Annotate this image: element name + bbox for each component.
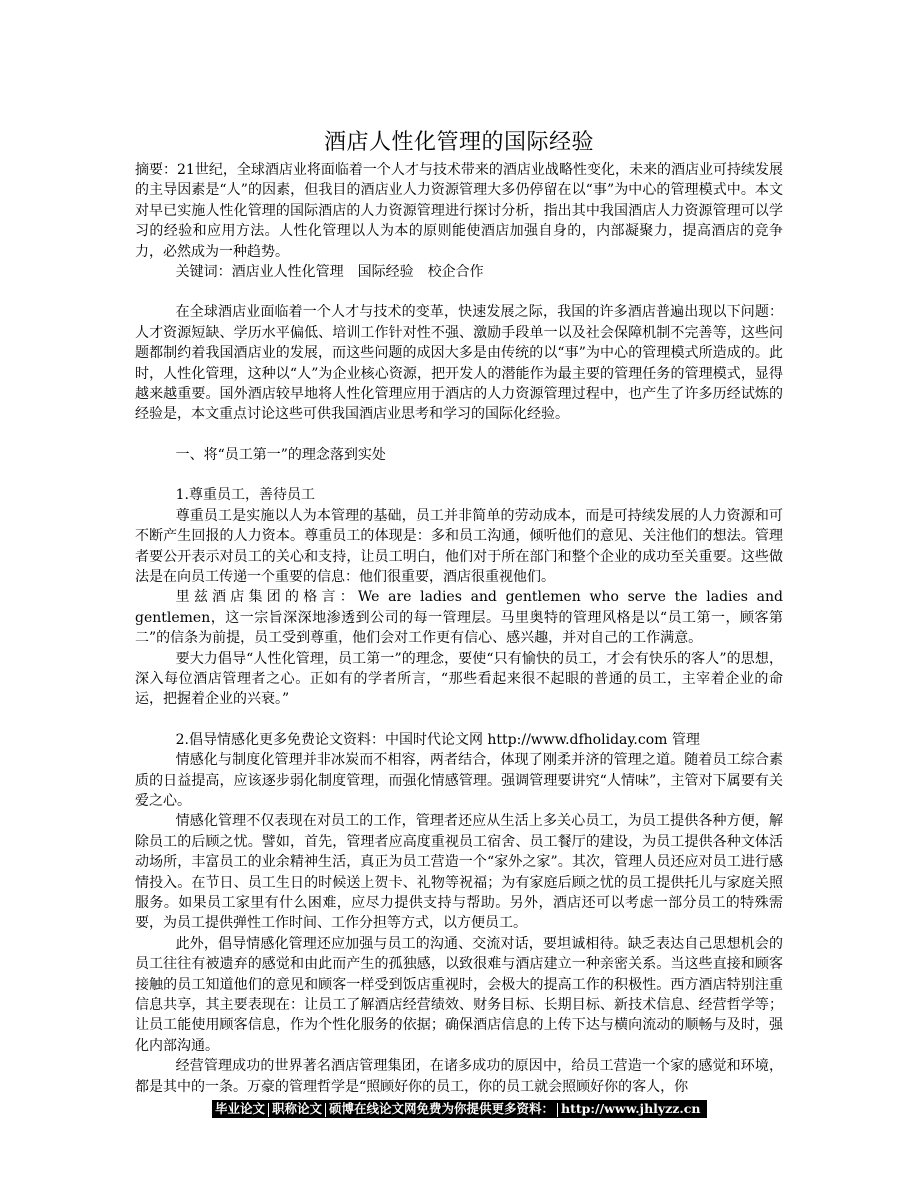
- footer-promo-text: 硕博在线论文网免费为你提供更多资料：: [329, 1101, 555, 1116]
- subsection-1-paragraph: 要大力倡导“人性化管理，员工第一”的理念，要使“只有愉快的员工，才会有快乐的客人”的思想，深入每位酒店管理者之心。正如有的学者所言，“那些看起来很不起眼的普通的员工，主宰着企业的命运，把握着企业的兴衰。”: [135, 650, 783, 708]
- section-1-heading: 一、将“员工第一”的理念落到实处: [175, 446, 386, 463]
- subsection-2-paragraph: 此外，倡导情感化管理还应加强与员工的沟通、交流对话，要坦诚相待。缺乏表达自己思想机会的员工往往有被遗弃的感觉和由此而产生的孤独感，以致很难与酒店建立一种亲密关系。当这些直接和顾客接触的员工知道他们的意见和顾客一样受到饭店重视时，会极大的提高工作的积极性。西方酒店特别注重信息共享，其主要表现在：让员工了解酒店经营绩效、财务目标、长期目标、新技术信息、经营哲学等；让员工能使用顾客信息，作为个性化服务的依据；确保酒店信息的上传下达与横向流动的顺畅与及时，强化内部沟通。: [135, 935, 783, 1054]
- abstract-paragraph: 摘要：21世纪，全球酒店业将面临着一个人才与技术带来的酒店业战略性变化，未来的酒店业可持续发展的主导因素是“人”的因素，但我目的酒店业人力资源管理大多仍停留在以“事”为中心的管理模式中。本文对早已实施人性化管理的国际酒店的人力资源管理进行探讨分析，指出其中我国酒店人力资源管理可以学习的经验和应用方法。人性化管理以人为本的原则能使酒店加强自身的，内部凝聚力，提高酒店的竞争力，必然成为一种趋势。: [135, 162, 783, 260]
- footer-link-professional-thesis[interactable]: 职称论文: [272, 1101, 323, 1116]
- document-body: [135, 128, 783, 1097]
- subsection-1-paragraph: 里兹酒店集团的格言：We are ladies and gentlemen who serve the ladies and gentlemen，这一宗旨深深地渗透到公司的每一管理层。马里奥特的管理风格是以“员工第一，顾客第二”的信条为前提，员工受到尊重，他们会对工作更有信心、感兴趣，并对自己的工作满意。: [135, 589, 783, 647]
- footer-link-graduation-thesis[interactable]: 毕业论文: [215, 1101, 266, 1116]
- keywords-line: 关键词：酒店业人性化管理 国际经验 校企合作: [175, 264, 484, 281]
- intro-paragraph: 在全球酒店业面临着一个人才与技术的变革，快速发展之际，我国的许多酒店普遍出现以下问题：人才资源短缺、学历水平偏低、培训工作针对性不强、激励手段单一以及社会保障机制不完善等，这些问题都制约着我国酒店业的发展，而这些问题的成因大多是由传统的以“事”为中心的管理模式所造成的。此时，人性化管理，这种以“人”为企业核心资源，把开发人的潜能作为最主要的管理任务的管理模式，显得越来越重要。国外酒店较早地将人性化管理应用于酒店的人力资源管理过程中，也产生了许多历经试炼的经验是，本文重点讨论这些可供我国酒店业思考和学习的国际化经验。: [135, 304, 783, 423]
- footer-url-link[interactable]: http://www.jhlyzz.cn: [561, 1101, 701, 1116]
- subsection-2-paragraph: 情感化管理不仅表现在对员工的工作，管理者还应从生活上多关心员工，为员工提供各种方便，解除员工的后顾之忧。譬如，首先，管理者应高度重视员工宿舍、员工餐厅的建设，为员工提供各种文体活动场所，丰富员工的业余精神生活，真正为员工营造一个“家外之家”。其次，管理人员还应对员工进行感情投入。在节日、员工生日的时候送上贺卡、礼物等祝福；为有家庭后顾之忧的员工提供托儿与家庭关照服务。如果员工家里有什么困难，应尽力提供支持与帮助。另外，酒店还可以考虑一部分员工的特殊需要，为员工提供弹性工作时间、工作分担等方式，以方便员工。: [135, 813, 783, 932]
- subsection-2-heading: 2.倡导情感化更多免费论文资料：中国时代论文网 http://www.dfholiday.com 管理: [175, 731, 700, 748]
- subsection-2-paragraph: 情感化与制度化管理并非冰炭而不相容，两者结合，体现了刚柔并济的管理之道。随着员工综合素质的日益提高，应该逐步弱化制度管理，而强化情感管理。强调管理要讲究“人情味”，主管对下属要有关爱之心。: [135, 752, 783, 809]
- subsection-1-heading: 1.尊重员工，善待员工: [175, 487, 315, 504]
- subsection-1-paragraph: 尊重员工是实施以人为本管理的基础，员工并非简单的劳动成本，而是可持续发展的人力资源和可不断产生回报的人力资本。尊重员工的体现是：多和员工沟通，倾听他们的意见、关注他们的想法。管理者要公开表示对员工的关心和支持，让员工明白，他们对于所在部门和整个企业的成功至关重要。这些做法是在向员工传递一个重要的信息：他们很重要，酒店很重视他们。: [135, 507, 783, 585]
- subsection-2-paragraph: 经营管理成功的世界著名酒店管理集团，在诸多成功的原因中，给员工营造一个家的感觉和环境，都是其中的一条。万豪的管理哲学是“照顾好你的员工，你的员工就会照顾好你的客人，你: [135, 1058, 783, 1095]
- document-title: 酒店人性化管理的国际经验: [323, 130, 594, 155]
- footer-banner: [212, 1100, 707, 1118]
